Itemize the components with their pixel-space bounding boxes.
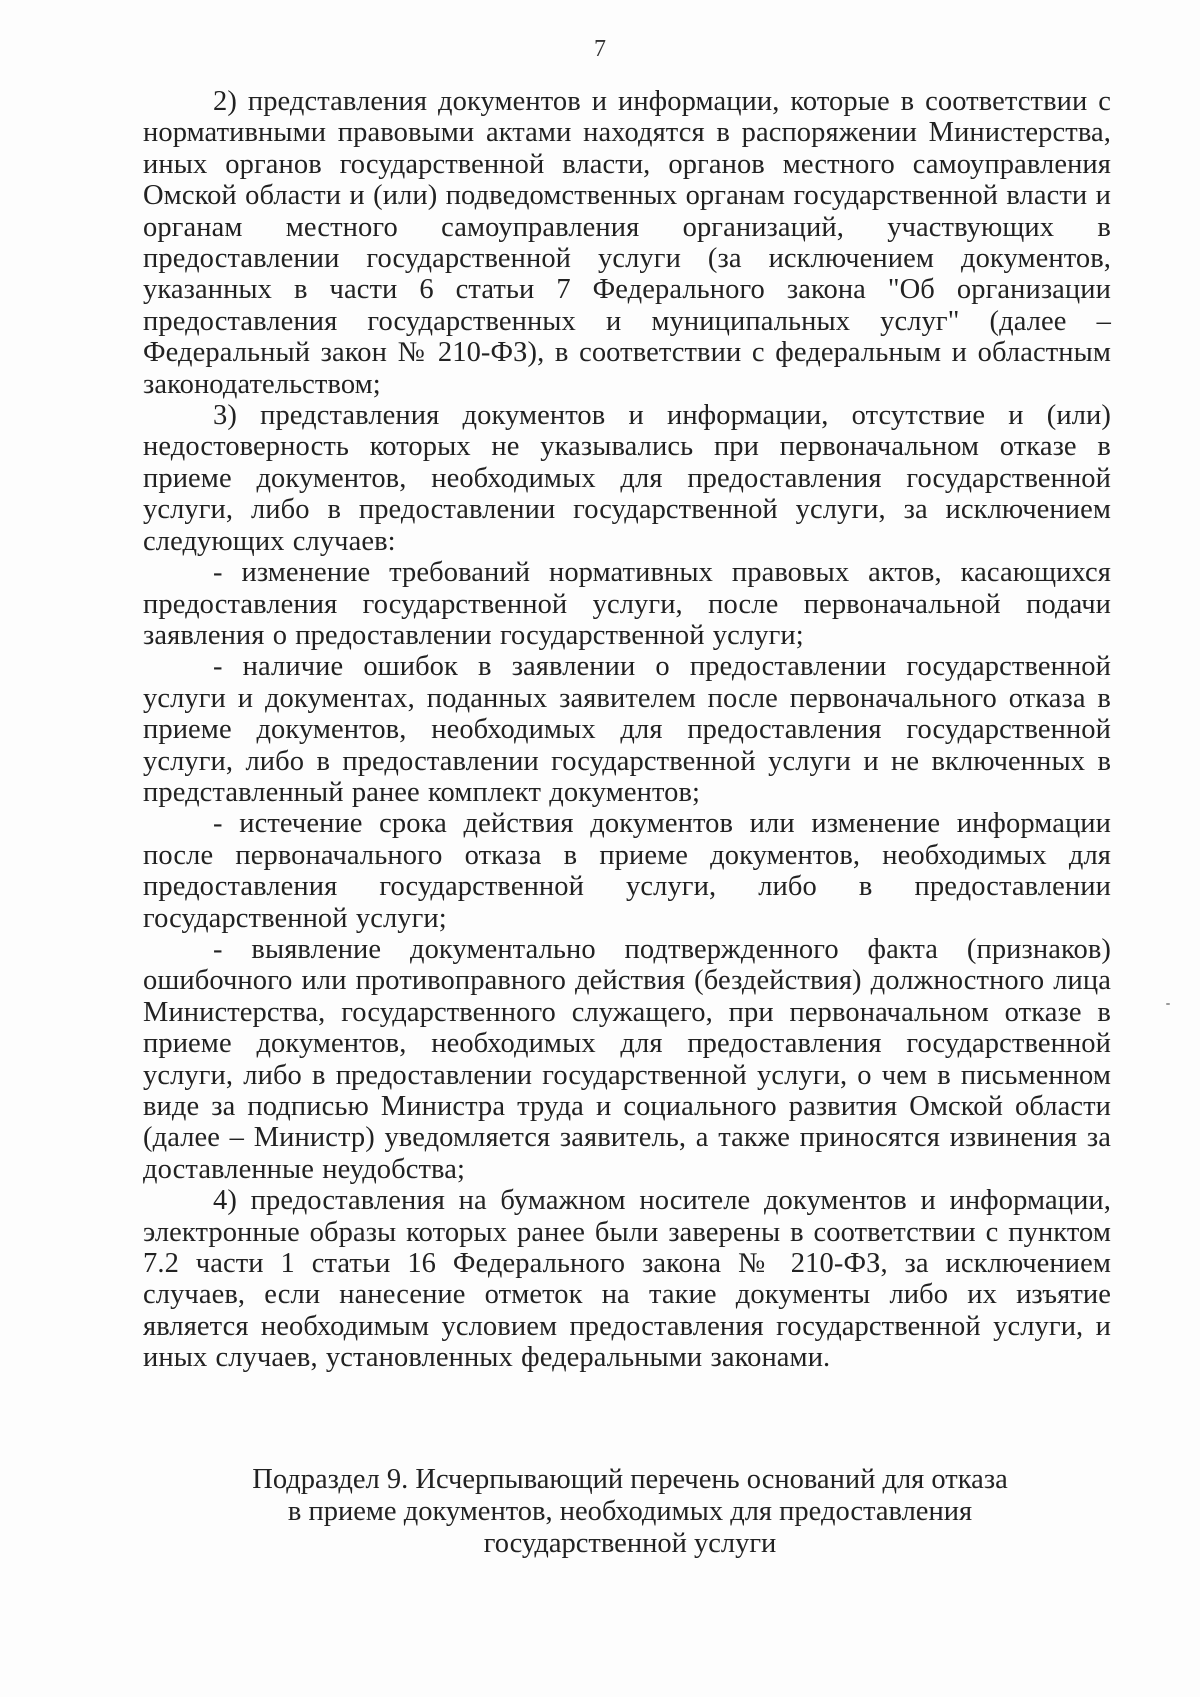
paragraph-case-errors-in-application: - наличие ошибок в заявлении о предоставлении государственной услуги и документах, поданных заявителем после первоначального отказа в приеме документов, необходимых для предоставления государственной услуги, либо в предоставлении государственной услуги и не включенных в представленный ранее комплект документов; [143, 651, 1111, 808]
document-body [143, 86, 1111, 1374]
subsection-heading-line: в приеме документов, необходимых для предоставления [287, 1496, 973, 1527]
subsection-heading-line: государственной услуги [483, 1528, 777, 1559]
paragraph-item-4: 4) предоставления на бумажном носителе документов и информации, электронные образы которых ранее были заверены в соответствии с пунктом 7.2 части 1 статьи 16 Федерального закона № 210-ФЗ, за исключением случаев, если нанесение отметок на такие документы либо их изъятие является необходимым условием предоставления государственной услуги, и иных случаев, установленных федеральными законами. [143, 1185, 1111, 1374]
page-number: 7 [594, 36, 606, 62]
subsection-heading [200, 1464, 1060, 1560]
paragraph-item-3: 3) представления документов и информации, отсутствие и (или) недостоверность которых не указывались при первоначальном отказе в приеме документов, необходимых для предоставления государственной услуги, либо в предоставлении государственной услуги, за исключением следующих случаев: [143, 400, 1111, 557]
paragraph-case-expiry: - истечение срока действия документов или изменение информации после первоначального отказа в приеме документов, необходимых для предоставления государственной услуги, либо в предоставлении государственной услуги; [143, 808, 1111, 934]
paragraph-case-misconduct: - выявление документально подтвержденного факта (признаков) ошибочного или противоправного действия (бездействия) должностного лица Министерства, государственного служащего, при первоначальном отказе в приеме документов, необходимых для предоставления государственной услуги, либо в предоставлении государственной услуги, о чем в письменном виде за подписью Министра труда и социального развития Омской области (далее – Министр) уведомляется заявитель, а также приносятся извинения за доставленные неудобства; [143, 933, 1111, 1185]
paragraph-case-regulation-change: - изменение требований нормативных правовых актов, касающихся предоставления государственной услуги, после первоначальной подачи заявления о предоставлении государственной услуги; [143, 557, 1111, 651]
subsection-heading-line: Подраздел 9. Исчерпывающий перечень оснований для отказа [252, 1464, 1008, 1495]
scan-artifact [1166, 1003, 1170, 1005]
paragraph-item-2: 2) представления документов и информации, которые в соответствии с нормативными правовыми актами находятся в распоряжении Министерства, иных органов государственной власти, органов местного самоуправления Омской области и (или) подведомственных органам государственной власти и органам местного самоуправления организаций, участвующих в предоставлении государственной услуги (за исключением документов, указанных в части 6 статьи 7 Федерального закона "Об организации предоставления государственных и муниципальных услуг" (далее – Федеральный закон № 210-ФЗ), в соответствии с федеральным и областным законодательством; [143, 86, 1111, 400]
